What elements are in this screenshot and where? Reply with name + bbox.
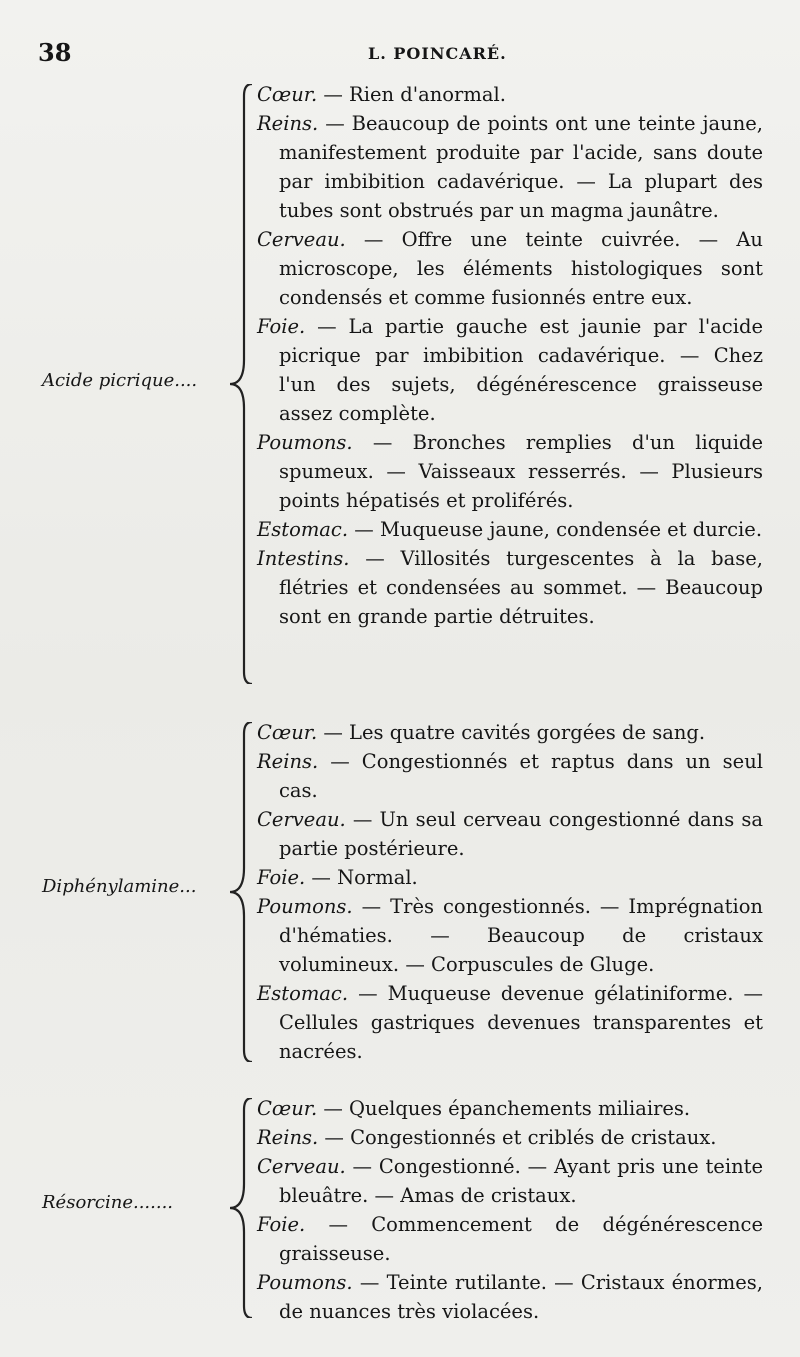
brace-bracket <box>222 84 254 684</box>
entry-text: — Congestionné. — Ayant pris une teinte bleuâtre. — Amas de cristaux. <box>279 1155 763 1207</box>
entry-coeur <box>257 1094 763 1123</box>
entry-text: — Muqueuse jaune, condensée et durcie. <box>348 518 763 541</box>
organ-label: Reins. <box>257 750 319 773</box>
organ-label: Cerveau. <box>257 228 346 251</box>
entry-coeur <box>257 80 763 109</box>
entry-cerveau <box>257 1152 763 1210</box>
entry-text: — Les quatre cavités gorgées de sang. <box>317 721 706 744</box>
organ-label: Estomac. <box>257 982 349 1005</box>
entries-list <box>257 80 763 631</box>
organ-label: Cerveau. <box>257 1155 346 1178</box>
entry-reins <box>257 747 763 805</box>
entry-text: — Muqueuse devenue gélatiniforme. — Cellules gastriques devenues transparentes et nacrées. <box>279 982 763 1063</box>
entry-poumons <box>257 1268 763 1326</box>
organ-label: Poumons. <box>257 895 353 918</box>
running-head: L. POINCARÉ. <box>368 44 507 63</box>
entry-foie <box>257 863 763 892</box>
organ-label: Cœur. <box>257 1097 318 1120</box>
group-label: Acide picrique.... <box>42 370 198 391</box>
entry-text: — Villosités turgescentes à la base, flétries et condensées au sommet. — Beaucoup sont en grande partie détruites. <box>279 547 763 628</box>
organ-label: Cœur. <box>257 83 318 106</box>
entry-text: — Beaucoup de points ont une teinte jaune, manifestement produite par l'acide, sans doute par imbibition cadavérique. — La plupart des tubes sont obstrués par un magma jaunâtre. <box>279 112 763 222</box>
organ-label: Poumons. <box>257 431 353 454</box>
organ-label: Cœur. <box>257 721 318 744</box>
entry-text: — Teinte rutilante. — Cristaux énormes, de nuances très violacées. <box>279 1271 763 1323</box>
entries-list <box>257 1094 763 1326</box>
organ-label: Poumons. <box>257 1271 353 1294</box>
brace-bracket <box>222 1098 254 1318</box>
entry-poumons <box>257 428 763 515</box>
brace-bracket <box>222 722 254 1062</box>
entry-poumons <box>257 892 763 979</box>
entry-text: — Un seul cerveau congestionné dans sa partie postérieure. <box>279 808 763 860</box>
entry-foie <box>257 312 763 428</box>
entry-text: — Quelques épanchements miliaires. <box>317 1097 691 1120</box>
entry-text: — Normal. <box>305 866 418 889</box>
entry-intestins <box>257 544 763 631</box>
entry-cerveau <box>257 805 763 863</box>
entry-coeur <box>257 718 763 747</box>
entry-text: — Rien d'anormal. <box>317 83 506 106</box>
entry-text: — Congestionnés et criblés de cristaux. <box>318 1126 717 1149</box>
page-header <box>38 38 760 68</box>
entry-estomac <box>257 979 763 1066</box>
entries-list <box>257 718 763 1066</box>
group-label: Résorcine....... <box>42 1192 174 1213</box>
entry-text: — Offre une teinte cuivrée. — Au microscope, les éléments histologiques sont condensés et comme fusionnés entre eux. <box>279 228 763 309</box>
entry-cerveau <box>257 225 763 312</box>
organ-label: Cerveau. <box>257 808 346 831</box>
entry-text: — Très congestionnés. — Imprégnation d'hématies. — Beaucoup de cristaux volumineux. — Corpuscules de Gluge. <box>279 895 763 976</box>
organ-label: Reins. <box>257 112 319 135</box>
entry-text: — Congestionnés et raptus dans un seul cas. <box>279 750 763 802</box>
entry-text: — La partie gauche est jaunie par l'acide picrique par imbibition cadavérique. — Chez l'un des sujets, dégénérescence graisseuse assez complète. <box>279 315 763 425</box>
organ-label: Foie. <box>257 1213 306 1236</box>
group-label: Diphénylamine... <box>42 876 197 897</box>
organ-label: Foie. <box>257 315 306 338</box>
entry-text: — Commencement de dégénérescence graisseuse. <box>279 1213 763 1265</box>
entry-reins <box>257 1123 763 1152</box>
organ-label: Reins. <box>257 1126 319 1149</box>
entry-text: — Bronches remplies d'un liquide spumeux. — Vaisseaux resserrés. — Plusieurs points hépatisés et proliférés. <box>279 431 763 512</box>
entry-reins <box>257 109 763 225</box>
organ-label: Estomac. <box>257 518 349 541</box>
page-number: 38 <box>38 38 72 67</box>
entry-foie <box>257 1210 763 1268</box>
entry-estomac <box>257 515 763 544</box>
organ-label: Foie. <box>257 866 306 889</box>
organ-label: Intestins. <box>257 547 350 570</box>
